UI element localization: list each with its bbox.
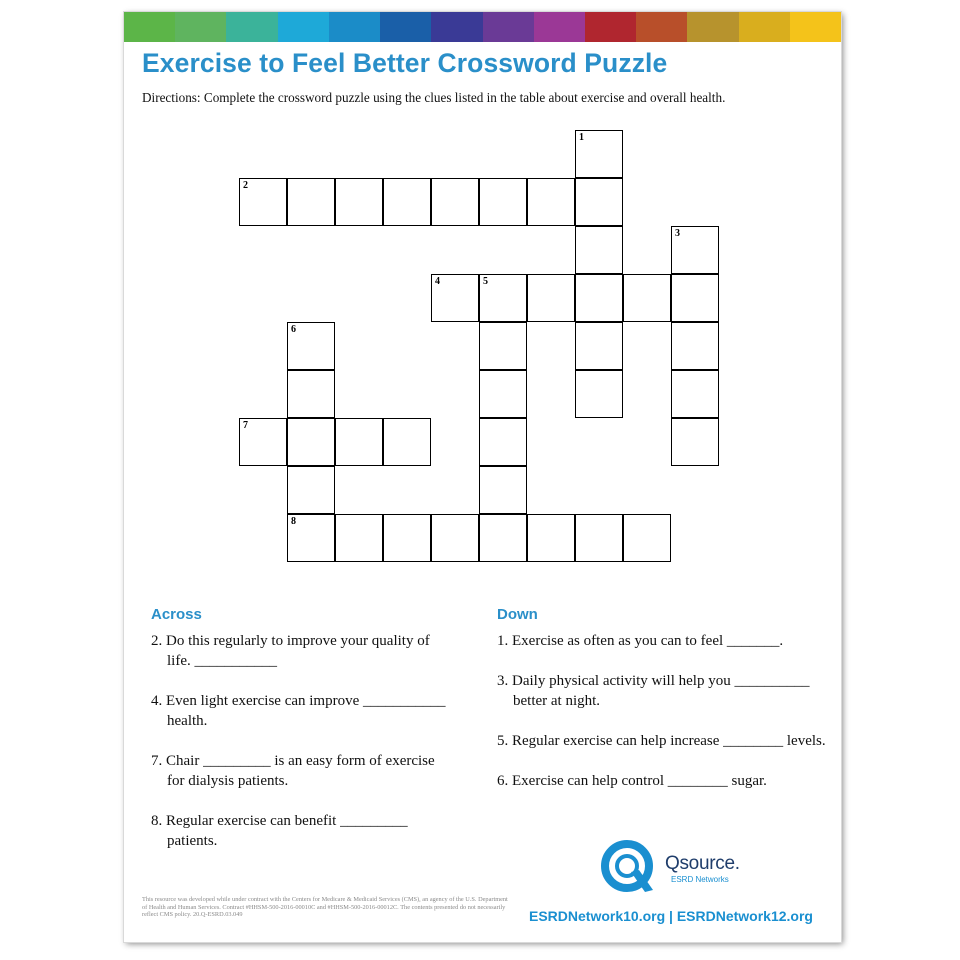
color-stripe-segment [739, 12, 790, 42]
down-heading: Down [497, 606, 538, 623]
crossword-cell[interactable] [671, 418, 719, 466]
crossword-cell[interactable] [287, 178, 335, 226]
crossword-cell[interactable] [479, 418, 527, 466]
logo-subtitle: ESRD Networks [671, 875, 729, 884]
across-clue-7: 7. Chair _________ is an easy form of exercise for dialysis patients. [151, 753, 435, 789]
crossword-cell[interactable] [575, 178, 623, 226]
across-clue-2: 2. Do this regularly to improve your quality of life. ___________ [151, 633, 430, 669]
color-stripe-segment [175, 12, 226, 42]
crossword-cell[interactable] [527, 514, 575, 562]
clue-number: 4 [435, 276, 440, 287]
crossword-cell[interactable] [479, 178, 527, 226]
crossword-cell[interactable] [527, 274, 575, 322]
crossword-cell[interactable] [575, 514, 623, 562]
color-stripe-segment [431, 12, 482, 42]
crossword-cell[interactable] [383, 514, 431, 562]
down-clues [497, 606, 827, 811]
color-stripe-segment [278, 12, 329, 42]
clue-number: 5 [483, 276, 488, 287]
directions-text: Directions: Complete the crossword puzzle using the clues listed in the table about exercise and overall health. [142, 90, 726, 105]
crossword-cell[interactable] [671, 370, 719, 418]
clue-number: 8 [291, 516, 296, 527]
crossword-cell[interactable] [575, 130, 623, 178]
clue-number: 1 [579, 132, 584, 143]
crossword-cell[interactable] [287, 370, 335, 418]
color-stripe-segment [483, 12, 534, 42]
crossword-cell[interactable] [479, 466, 527, 514]
crossword-cell[interactable] [239, 178, 287, 226]
crossword-cell[interactable] [239, 418, 287, 466]
crossword-cell[interactable] [287, 322, 335, 370]
clue-number: 7 [243, 420, 248, 431]
crossword-cell[interactable] [479, 274, 527, 322]
crossword-cell[interactable] [287, 466, 335, 514]
crossword-cell[interactable] [335, 178, 383, 226]
color-stripe-bar [124, 12, 841, 42]
crossword-cell[interactable] [623, 274, 671, 322]
page-title: Exercise to Feel Better Crossword Puzzle [142, 48, 668, 78]
qsource-logo [601, 840, 791, 902]
color-stripe-segment [124, 12, 175, 42]
color-stripe-segment [226, 12, 277, 42]
color-stripe-segment [534, 12, 585, 42]
color-stripe-segment [380, 12, 431, 42]
crossword-cell[interactable] [623, 514, 671, 562]
crossword-cell[interactable] [671, 226, 719, 274]
crossword-cell[interactable] [671, 322, 719, 370]
crossword-cell[interactable] [575, 370, 623, 418]
worksheet-page [124, 12, 841, 942]
crossword-cell[interactable] [527, 178, 575, 226]
crossword-cell[interactable] [383, 418, 431, 466]
crossword-cell[interactable] [431, 514, 479, 562]
disclaimer-text: This resource was developed while under contract with the Centers for Medicare & Medicaid Services (CMS), an agency of the U.S. Department of Health and Human Services. Contract #HHSM-500-2016-00010C and #HHSM-500-2016-00012C. The contents presented do not necessarily reflect CMS policy. 20.Q-ESRD.03.049 [142, 896, 508, 919]
network-urls[interactable]: ESRDNetwork10.org | ESRDNetwork12.org [529, 908, 813, 924]
crossword-cell[interactable] [575, 226, 623, 274]
across-clue-8: 8. Regular exercise can benefit _________ patients. [151, 813, 408, 849]
across-clues [151, 606, 451, 871]
down-clue-1: 1. Exercise as often as you can to feel _______. [497, 633, 784, 649]
down-clue-6: 6. Exercise can help control ________ sugar. [497, 773, 767, 789]
crossword-cell[interactable] [383, 178, 431, 226]
color-stripe-segment [585, 12, 636, 42]
crossword-cell[interactable] [575, 274, 623, 322]
crossword-cell[interactable] [335, 418, 383, 466]
down-clue-5: 5. Regular exercise can help increase ________ levels. [497, 733, 826, 749]
crossword-cell[interactable] [671, 274, 719, 322]
crossword-cell[interactable] [431, 178, 479, 226]
clue-number: 2 [243, 180, 248, 191]
color-stripe-segment [329, 12, 380, 42]
crossword-cell[interactable] [431, 274, 479, 322]
clue-number: 3 [675, 228, 680, 239]
color-stripe-segment [790, 12, 841, 42]
crossword-cell[interactable] [335, 514, 383, 562]
qsource-q-icon [601, 840, 657, 896]
crossword-cell[interactable] [479, 322, 527, 370]
crossword-cell[interactable] [479, 370, 527, 418]
color-stripe-segment [687, 12, 738, 42]
down-clue-3: 3. Daily physical activity will help you __________ better at night. [497, 673, 810, 709]
logo-name: Qsource. [665, 853, 740, 874]
clue-number: 6 [291, 324, 296, 335]
crossword-cell[interactable] [287, 418, 335, 466]
crossword-cell[interactable] [287, 514, 335, 562]
across-heading: Across [151, 606, 202, 623]
crossword-cell[interactable] [575, 322, 623, 370]
color-stripe-segment [636, 12, 687, 42]
crossword-cell[interactable] [479, 514, 527, 562]
across-clue-4: 4. Even light exercise can improve ___________ health. [151, 693, 446, 729]
